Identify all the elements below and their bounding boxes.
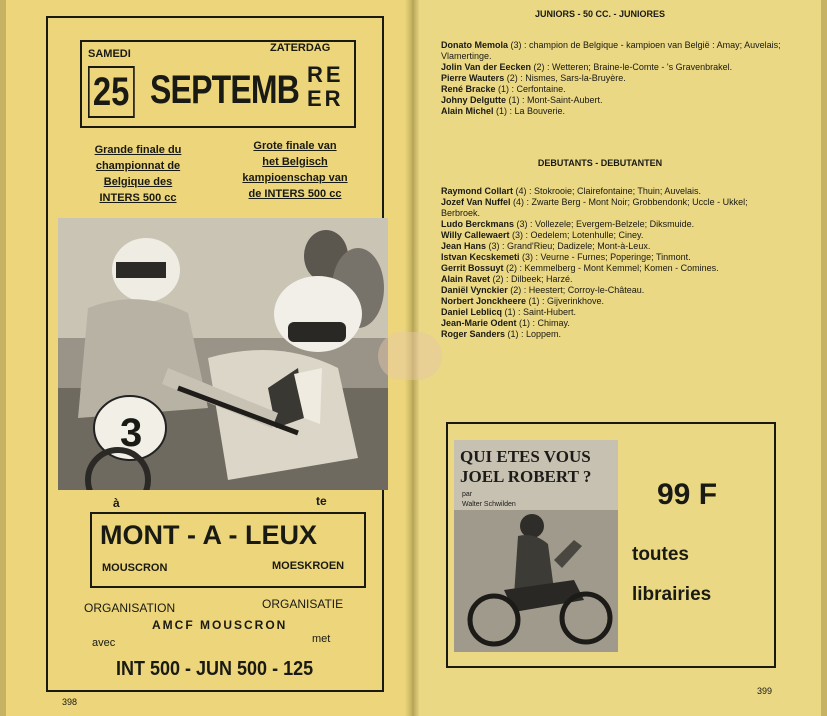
race-number: 3 [120,411,143,455]
rider-results: (2) : Heestert; Corroy-le-Château. [507,285,645,295]
book-tagline-1: toutes [632,544,689,565]
rider-name: Gerrit Bossuyt [441,263,504,273]
left-page-edge [0,0,6,716]
date-suffix-bottom: ER [307,86,344,111]
rider-results: (1) : Gijverinkhove. [526,296,605,306]
book-cover-author-prefix: par [462,491,473,498]
debutant-entry [441,252,781,263]
finale-fr [82,142,194,206]
debutant-entry [441,296,781,307]
rider-results: (2) : Wetteren; Braine-le-Comte - 's Gravenbrakel. [531,62,733,72]
rider-name: Jean Hans [441,241,487,251]
finale-fr-line: championnat de [95,160,181,172]
book-tagline-2: librairies [632,584,712,605]
rider-name: Pierre Wauters [441,73,505,83]
rider-results: (2) : Dilbeek; Harzé. [490,274,573,284]
date-month: SEPTEMB [150,68,300,112]
rider-name: Daniël Vynckier [441,285,508,295]
rider-results: (4) : Stokrooie; Clairefontaine; Thuin; Auvelais. [513,186,701,196]
finale-nl-line: kampioenschap van [242,172,348,184]
rider-name: Donato Memola [441,40,509,50]
juniors-heading: JUNIORS - 50 CC. - JUNIORES [534,9,666,19]
rider-name: Jolin Van der Eecken [441,62,532,72]
rider-results: (1) : Mont-Saint-Aubert. [506,95,603,105]
motocross-photo [58,218,388,490]
rider-results: (2) : Kemmelberg - Mont Kemmel; Komen - Comines. [503,263,719,273]
book-cover-title-2: JOEL ROBERT ? [460,467,592,486]
finale-fr-line: Belgique des [103,176,173,188]
debutant-entry [441,285,781,296]
rider-results: (3) : Oedelem; Lotenhulle; Ciney. [509,230,644,240]
debutant-entry [441,263,781,274]
organizer: AMCF MOUSCRON [152,618,288,632]
rider-results: (3) : Grand'Rieu; Dadizele; Mont-à-Leux. [486,241,651,251]
rider-results: (1) : Saint-Hubert. [502,307,577,317]
avec: avec [92,637,116,649]
debutant-entry [441,186,781,197]
junior-entry [441,84,781,95]
rider-results: (1) : Chimay. [516,318,570,328]
finale-nl-line: het Belgisch [262,156,328,168]
book-cover-title-1: QUI ETES VOUS [460,447,591,466]
book-cover-author: Walter Schwilden [462,501,516,508]
date-suffix-top: RE [307,62,344,87]
finale-nl [228,138,362,202]
rider-name: Alain Michel [441,106,494,116]
rider-name: Ludo Berckmans [441,219,515,229]
rider-results: (1) : Cerfontaine. [495,84,566,94]
debutants-list [441,186,781,340]
debutant-entry [441,318,781,329]
date-number: 25 [88,66,134,118]
page-number-left: 398 [62,697,78,707]
day-nl: ZATERDAG [270,42,331,54]
rider-results: (4) : Zwarte Berg - Mont Noir; Grobbendonk; Uccle - Ukkel; Berbroek. [441,197,748,218]
rider-results: (3) : Veurne - Furnes; Poperinge; Tinmont. [519,252,691,262]
rider-name: Roger Sanders [441,329,506,339]
right-page-edge [821,0,827,716]
rider-results: (1) : Loppem. [505,329,562,339]
finale-fr-line: INTERS 500 cc [99,192,177,204]
junior-entry [441,106,781,117]
rider-name: Jean-Marie Odent [441,318,517,328]
finale-nl-line: Grote finale van [253,140,337,152]
junior-entry [441,62,781,73]
rider-name: Norbert Jonckheere [441,296,527,306]
organisation-nl: ORGANISATIE [262,597,344,611]
rider-name: Johny Delgutte [441,95,507,105]
page-number-right: 399 [757,686,773,696]
book-cover [454,440,618,652]
rider-name: Alain Ravet [441,274,491,284]
venue-a: à [113,496,120,510]
debutant-entry [441,307,781,318]
venue-te: te [316,494,327,508]
debutants-heading: DEBUTANTS - DEBUTANTEN [537,158,663,168]
met: met [312,633,331,645]
organisation-fr: ORGANISATION [84,601,176,615]
rider-name: Istvan Kecskemeti [441,252,520,262]
book-price: 99 F [657,478,718,511]
rider-name: Daniel Leblicq [441,307,503,317]
venue-city-fr: MOUSCRON [102,562,168,574]
rider-results: (1) : La Bouverie. [493,106,566,116]
junior-entry [441,73,781,84]
debutant-entry [441,329,781,340]
classes: INT 500 - JUN 500 - 125 [116,658,314,680]
rider-name: Jozef Van Nuffel [441,197,511,207]
debutant-entry [441,197,781,219]
venue-name: MONT - A - LEUX [100,520,317,550]
junior-entry [441,95,781,106]
day-fr: SAMEDI [88,48,131,60]
rider-name: Willy Callewaert [441,230,510,240]
rider-name: René Bracke [441,84,496,94]
junior-entry [441,40,781,62]
finale-fr-line: Grande finale du [94,144,182,156]
juniors-list [441,40,781,117]
watermark-stamp [378,332,442,380]
venue-city-nl: MOESKROEN [272,560,345,572]
debutant-entry [441,274,781,285]
finale-nl-line: de INTERS 500 cc [248,188,342,200]
debutant-entry [441,219,781,230]
debutant-entry [441,230,781,241]
rider-results: (3) : champion de Belgique - kampioen van België : Amay; Auvelais; Vlamertinge. [441,40,781,61]
rider-results: (2) : Nismes, Sars-la-Bruyère. [504,73,626,83]
rider-name: Raymond Collart [441,186,514,196]
rider-results: (3) : Vollezele; Evergem-Belzele; Diksmuide. [514,219,695,229]
debutant-entry [441,241,781,252]
